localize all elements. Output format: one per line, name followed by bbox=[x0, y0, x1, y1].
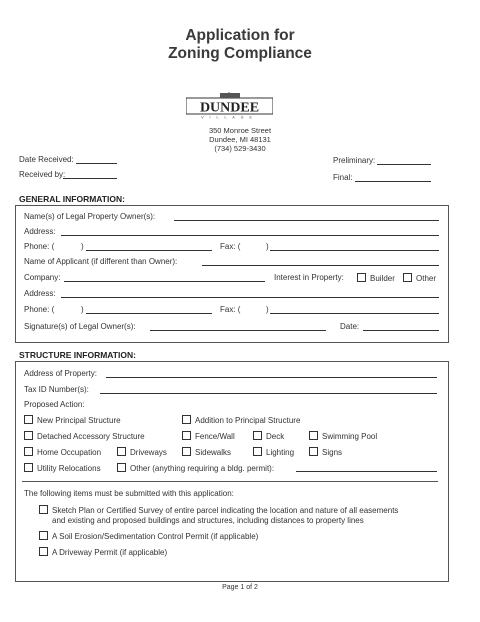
new-principal-label: New Principal Structure bbox=[37, 416, 121, 425]
fax1-close: ) bbox=[266, 242, 269, 251]
deck-checkbox[interactable] bbox=[253, 431, 262, 440]
fax1-label: Fax: ( bbox=[220, 242, 241, 251]
builder-checkbox[interactable] bbox=[357, 273, 366, 282]
signs-option[interactable] bbox=[309, 447, 342, 457]
page-number: Page 1 of 2 bbox=[222, 584, 258, 591]
other-structure-checkbox[interactable] bbox=[117, 463, 126, 472]
phone1-close: ) bbox=[81, 242, 84, 251]
divider bbox=[22, 481, 438, 482]
other-interest-checkbox[interactable] bbox=[403, 273, 412, 282]
fence-wall-label: Fence/Wall bbox=[195, 432, 235, 441]
fax2-field[interactable] bbox=[270, 313, 439, 314]
applicant-label: Name of Applicant (if different than Owner): bbox=[24, 257, 178, 266]
addition-principal-checkbox[interactable] bbox=[182, 415, 191, 424]
driveways-label: Driveways bbox=[130, 448, 167, 457]
lighting-label: Lighting bbox=[266, 448, 295, 457]
fax2-close: ) bbox=[266, 305, 269, 314]
logo-sub: VILLAGE bbox=[201, 115, 258, 120]
addition-principal-option[interactable] bbox=[182, 415, 300, 425]
phone2-label: Phone: ( bbox=[24, 305, 55, 314]
home-occupation-checkbox[interactable] bbox=[24, 447, 33, 456]
final-label: Final: bbox=[333, 173, 353, 182]
signature-field[interactable] bbox=[150, 330, 326, 331]
sidewalks-checkbox[interactable] bbox=[182, 447, 191, 456]
detached-accessory-checkbox[interactable] bbox=[24, 431, 33, 440]
driveways-option[interactable] bbox=[117, 447, 167, 457]
phone2-close: ) bbox=[81, 305, 84, 314]
preliminary-field[interactable] bbox=[377, 164, 431, 165]
signature-label: Signature(s) of Legal Owner(s): bbox=[24, 322, 136, 331]
builder-label: Builder bbox=[370, 274, 395, 283]
addition-principal-label: Addition to Principal Structure bbox=[195, 416, 301, 425]
general-heading: GENERAL INFORMATION: bbox=[19, 194, 125, 204]
dundee-logo bbox=[186, 90, 273, 120]
fence-wall-checkbox[interactable] bbox=[182, 431, 191, 440]
utility-relocations-option[interactable] bbox=[24, 463, 101, 473]
lighting-checkbox[interactable] bbox=[253, 447, 262, 456]
owner-names-label: Name(s) of Legal Property Owner(s): bbox=[24, 212, 156, 221]
sidewalks-label: Sidewalks bbox=[195, 448, 232, 457]
address-city: Dundee, MI 48131 bbox=[209, 135, 271, 144]
home-occupation-label: Home Occupation bbox=[37, 448, 102, 457]
deck-label: Deck bbox=[266, 432, 285, 441]
other-structure-option[interactable] bbox=[117, 463, 274, 473]
utility-relocations-checkbox[interactable] bbox=[24, 463, 33, 472]
new-principal-option[interactable] bbox=[24, 415, 121, 425]
owner-names-field[interactable] bbox=[174, 220, 439, 221]
tax-id-label: Tax ID Number(s): bbox=[24, 385, 89, 394]
address1-label: Address: bbox=[24, 227, 56, 236]
sketch-plan-label: Sketch Plan or Certified Survey of entire parcel indicating the location and nature of all easements bbox=[52, 506, 399, 515]
sketch-plan-checkbox[interactable] bbox=[39, 505, 48, 514]
signs-checkbox[interactable] bbox=[309, 447, 318, 456]
deck-option[interactable] bbox=[253, 431, 284, 441]
swimming-pool-option[interactable] bbox=[309, 431, 377, 441]
fax1-field[interactable] bbox=[270, 250, 439, 251]
address2-field[interactable] bbox=[61, 297, 439, 298]
sketch-plan-label-cont: and existing and proposed buildings and structures, including distances to property lines bbox=[52, 516, 364, 525]
page-title-line2: Zoning Compliance bbox=[168, 45, 312, 62]
submit-intro: The following items must be submitted with this application: bbox=[24, 489, 234, 498]
driveway-permit-checkbox[interactable] bbox=[39, 547, 48, 556]
property-address-label: Address of Property: bbox=[24, 369, 97, 378]
address1-field[interactable] bbox=[61, 235, 439, 236]
phone2-field[interactable] bbox=[86, 313, 212, 314]
driveway-permit-option[interactable] bbox=[39, 547, 167, 557]
received-by-label: Received by: bbox=[19, 170, 66, 179]
received-by-field[interactable] bbox=[63, 178, 117, 179]
soil-permit-option[interactable] bbox=[39, 531, 258, 541]
final-field[interactable] bbox=[355, 181, 431, 182]
swimming-pool-checkbox[interactable] bbox=[309, 431, 318, 440]
soil-permit-label: A Soil Erosion/Sedimentation Control Permit (if applicable) bbox=[52, 532, 259, 541]
logo-graphic bbox=[186, 90, 273, 120]
home-occupation-option[interactable] bbox=[24, 447, 101, 457]
address2-label: Address: bbox=[24, 289, 56, 298]
sig-date-field[interactable] bbox=[363, 330, 439, 331]
date-received-label: Date Received: bbox=[19, 155, 74, 164]
sig-date-label: Date: bbox=[340, 322, 360, 331]
logo-text: DUNDEE bbox=[199, 100, 260, 116]
other-interest-option[interactable] bbox=[403, 273, 436, 283]
detached-accessory-label: Detached Accessory Structure bbox=[37, 432, 145, 441]
phone1-label: Phone: ( bbox=[24, 242, 55, 251]
other-structure-field[interactable] bbox=[296, 471, 437, 472]
other-structure-label: Other (anything requiring a bldg. permit): bbox=[130, 464, 275, 473]
sketch-plan-option[interactable] bbox=[39, 505, 398, 515]
fax2-label: Fax: ( bbox=[220, 305, 241, 314]
sidewalks-option[interactable] bbox=[182, 447, 231, 457]
other-interest-label: Other bbox=[416, 274, 437, 283]
applicant-field[interactable] bbox=[202, 265, 439, 266]
driveway-permit-label: A Driveway Permit (if applicable) bbox=[52, 548, 168, 557]
builder-option[interactable] bbox=[357, 273, 395, 283]
address-phone: (734) 529-3430 bbox=[214, 144, 266, 153]
swimming-pool-label: Swimming Pool bbox=[322, 432, 378, 441]
driveways-checkbox[interactable] bbox=[117, 447, 126, 456]
property-address-field[interactable] bbox=[106, 377, 437, 378]
company-label: Company: bbox=[24, 273, 61, 282]
address-street: 350 Monroe Street bbox=[208, 126, 272, 135]
preliminary-label: Preliminary: bbox=[333, 156, 376, 165]
structure-heading: STRUCTURE INFORMATION: bbox=[19, 350, 136, 360]
lighting-option[interactable] bbox=[253, 447, 294, 457]
date-received-field[interactable] bbox=[76, 163, 117, 164]
page-title-line1: Application for bbox=[185, 27, 295, 44]
company-field[interactable] bbox=[64, 281, 265, 282]
interest-label: Interest in Property: bbox=[274, 273, 344, 282]
soil-permit-checkbox[interactable] bbox=[39, 531, 48, 540]
detached-accessory-option[interactable] bbox=[24, 431, 145, 441]
new-principal-checkbox[interactable] bbox=[24, 415, 33, 424]
utility-relocations-label: Utility Relocations bbox=[37, 464, 101, 473]
proposed-action-label: Proposed Action: bbox=[24, 400, 85, 409]
phone1-field[interactable] bbox=[86, 250, 212, 251]
tax-id-field[interactable] bbox=[100, 393, 437, 394]
signs-label: Signs bbox=[322, 448, 343, 457]
fence-wall-option[interactable] bbox=[182, 431, 235, 441]
